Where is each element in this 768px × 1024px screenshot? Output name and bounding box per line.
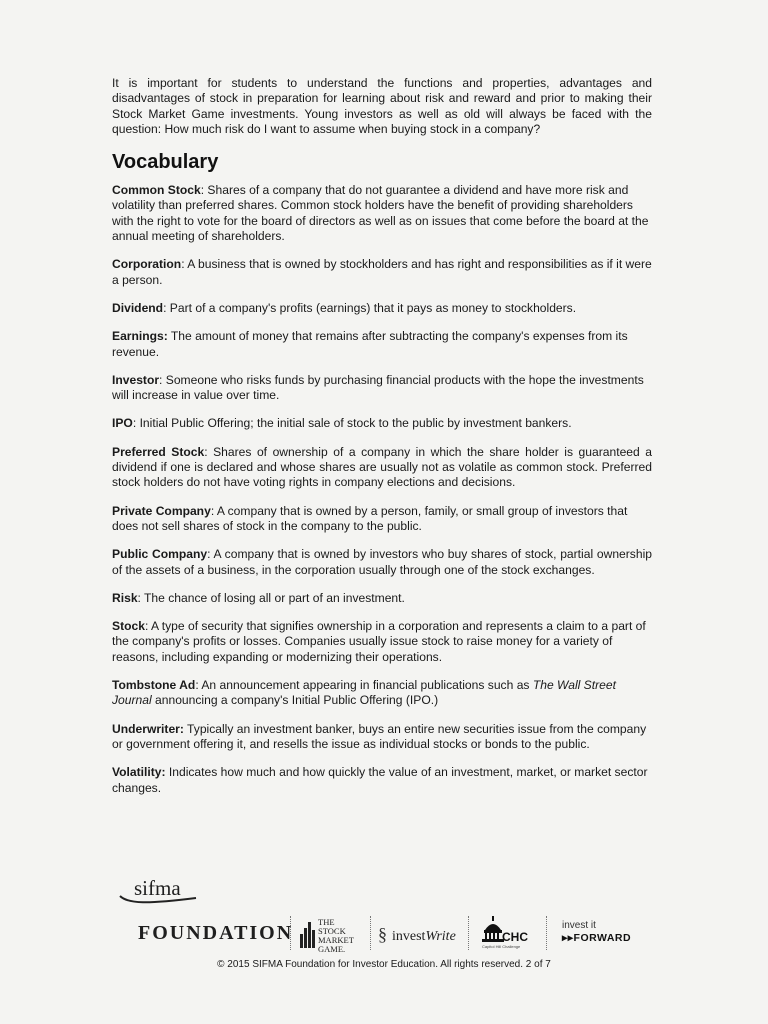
vocab-entry-preferred-stock xyxy=(112,445,652,491)
sifma-logo xyxy=(112,870,222,898)
invest-it-text: invest it xyxy=(562,920,596,931)
vocab-definition: : A type of security that signifies ownership in a corporation and represents a claim to a part of the company's profits or losses. Companies usually issue stock to raise money for a variety of reasons, including expanding or modernizing their operations. xyxy=(112,619,646,664)
smg-line: GAME. xyxy=(318,944,346,954)
logo-divider xyxy=(468,916,470,950)
chc-subtitle: Capitol Hill Challenge xyxy=(482,944,521,949)
vocab-term: Investor xyxy=(112,372,160,387)
vocab-definition: : An announcement appearing in financial publications such as xyxy=(195,678,533,693)
vocab-term: Underwriter: xyxy=(112,721,184,736)
vocab-term: Public Company xyxy=(112,547,208,562)
bar-chart-icon xyxy=(300,920,316,948)
vocab-definition-continued: announcing a company's Initial Public Offering (IPO.) xyxy=(151,693,439,708)
vocab-term: Private Company xyxy=(112,503,211,518)
vocab-term: Risk xyxy=(112,590,138,605)
vocab-definition: : Initial Public Offering; the initial sale of stock to the public by investment bankers. xyxy=(132,416,572,431)
stock-market-game-text xyxy=(318,918,354,954)
vocab-entry-public-company xyxy=(112,547,652,578)
vocab-term: IPO xyxy=(112,416,133,431)
investwrite-invest: invest xyxy=(392,929,426,944)
investwrite-wordmark xyxy=(392,929,456,945)
footer xyxy=(0,860,768,1024)
sifma-wordmark: sifma xyxy=(134,876,181,900)
chc-wordmark: CHC xyxy=(502,930,528,944)
invest-it-forward-logo xyxy=(560,920,650,950)
vocab-definition: : Part of a company's profits (earnings) that it pays as money to stockholders. xyxy=(163,300,577,315)
logo-divider xyxy=(370,916,372,950)
logo-divider xyxy=(290,916,292,950)
vocab-entry-tombstone-ad xyxy=(112,678,652,709)
vocab-entry-dividend xyxy=(112,301,652,316)
vocab-term: Stock xyxy=(112,619,145,634)
quill-icon: § xyxy=(378,924,387,944)
forward-text: ▸▸FORWARD xyxy=(562,932,632,944)
vocab-term: Dividend xyxy=(112,300,164,315)
smg-line: MARKET xyxy=(318,935,354,945)
vocab-entry-ipo xyxy=(112,416,652,431)
logo-divider xyxy=(546,916,548,950)
vocab-definition: : Shares of ownership of a company in which the share holder is guaranteed a dividend if one is declared and whose shares are usually not as volatile as common stock. Preferred stock holders do not have voting rights in company elections and decisions. xyxy=(112,444,652,490)
publication-title: The Wall Street Journal xyxy=(112,678,616,708)
vocab-term: Tombstone Ad xyxy=(112,678,196,693)
investwrite-logo xyxy=(378,920,462,948)
vocab-entry-risk xyxy=(112,591,652,606)
vocab-definition: Typically an investment banker, buys an entire new securities issue from the company or government offering it, and resells the issue as individual stocks or bonds to the public. xyxy=(112,721,647,751)
vocab-definition: : The chance of losing all or part of an investment. xyxy=(137,590,405,605)
vocab-term: Preferred Stock xyxy=(112,444,205,459)
vocab-entry-corporation xyxy=(112,257,652,288)
vocab-entry-volatility xyxy=(112,765,652,796)
vocab-entry-underwriter xyxy=(112,722,652,753)
document-body xyxy=(112,76,652,809)
smg-line: STOCK xyxy=(318,926,346,936)
vocab-definition: : A company that is owned by investors who buy shares of stock, partial ownership of the assets of a business, in the corporation usually through one of the stock exchanges. xyxy=(112,547,652,577)
chc-logo xyxy=(478,914,536,954)
vocabulary-heading: Vocabulary xyxy=(112,151,219,174)
vocab-entry-stock xyxy=(112,619,652,665)
foundation-wordmark: FOUNDATION xyxy=(138,922,294,944)
vocab-definition: Indicates how much and how quickly the value of an investment, market, or market sector changes. xyxy=(112,765,648,795)
smg-line: THE xyxy=(318,917,335,927)
vocab-definition: The amount of money that remains after subtracting the company's expenses from its revenue. xyxy=(112,329,628,359)
vocab-entry-earnings xyxy=(112,329,652,360)
vocab-entry-investor xyxy=(112,373,652,404)
vocab-definition: : A company that is owned by a person, family, or small group of investors that does not sell shares of stock in the company to the public. xyxy=(112,503,628,533)
intro-paragraph: It is important for students to understand the functions and properties, advantages and disadvantages of stock in preparation for learning about risk and reward and prior to making their Stock Market Game investments. Young investors as well as old will always be faced with the question: How much risk do I want to assume when buying stock in a company? xyxy=(112,76,652,136)
vocab-definition: : Someone who risks funds by purchasing financial products with the hope the investments will increase in value over time. xyxy=(112,372,644,403)
vocab-term: Earnings: xyxy=(112,329,168,344)
vocab-definition: : A business that is owned by stockholders and has right and responsibilities as if it were a person. xyxy=(112,257,652,287)
vocab-entry-private-company xyxy=(112,504,652,535)
stock-market-game-logo xyxy=(300,916,368,952)
investwrite-write: Write xyxy=(425,929,456,944)
vocab-term: Corporation xyxy=(112,257,182,272)
vocab-term: Common Stock xyxy=(112,183,201,198)
vocab-term: Volatility: xyxy=(112,765,166,780)
vocab-definition: : Shares of a company that do not guarantee a dividend and have more risk and volatility than preferred shares. Common stock holders have the benefit of providing shareholders with the right to vote for the board of directors as well as on issues that come before the board at the annual meeting of shareholders. xyxy=(112,183,649,244)
copyright-line: © 2015 SIFMA Foundation for Investor Education. All rights reserved. 2 of 7 xyxy=(217,959,551,970)
vocab-entry-common-stock xyxy=(112,183,652,244)
